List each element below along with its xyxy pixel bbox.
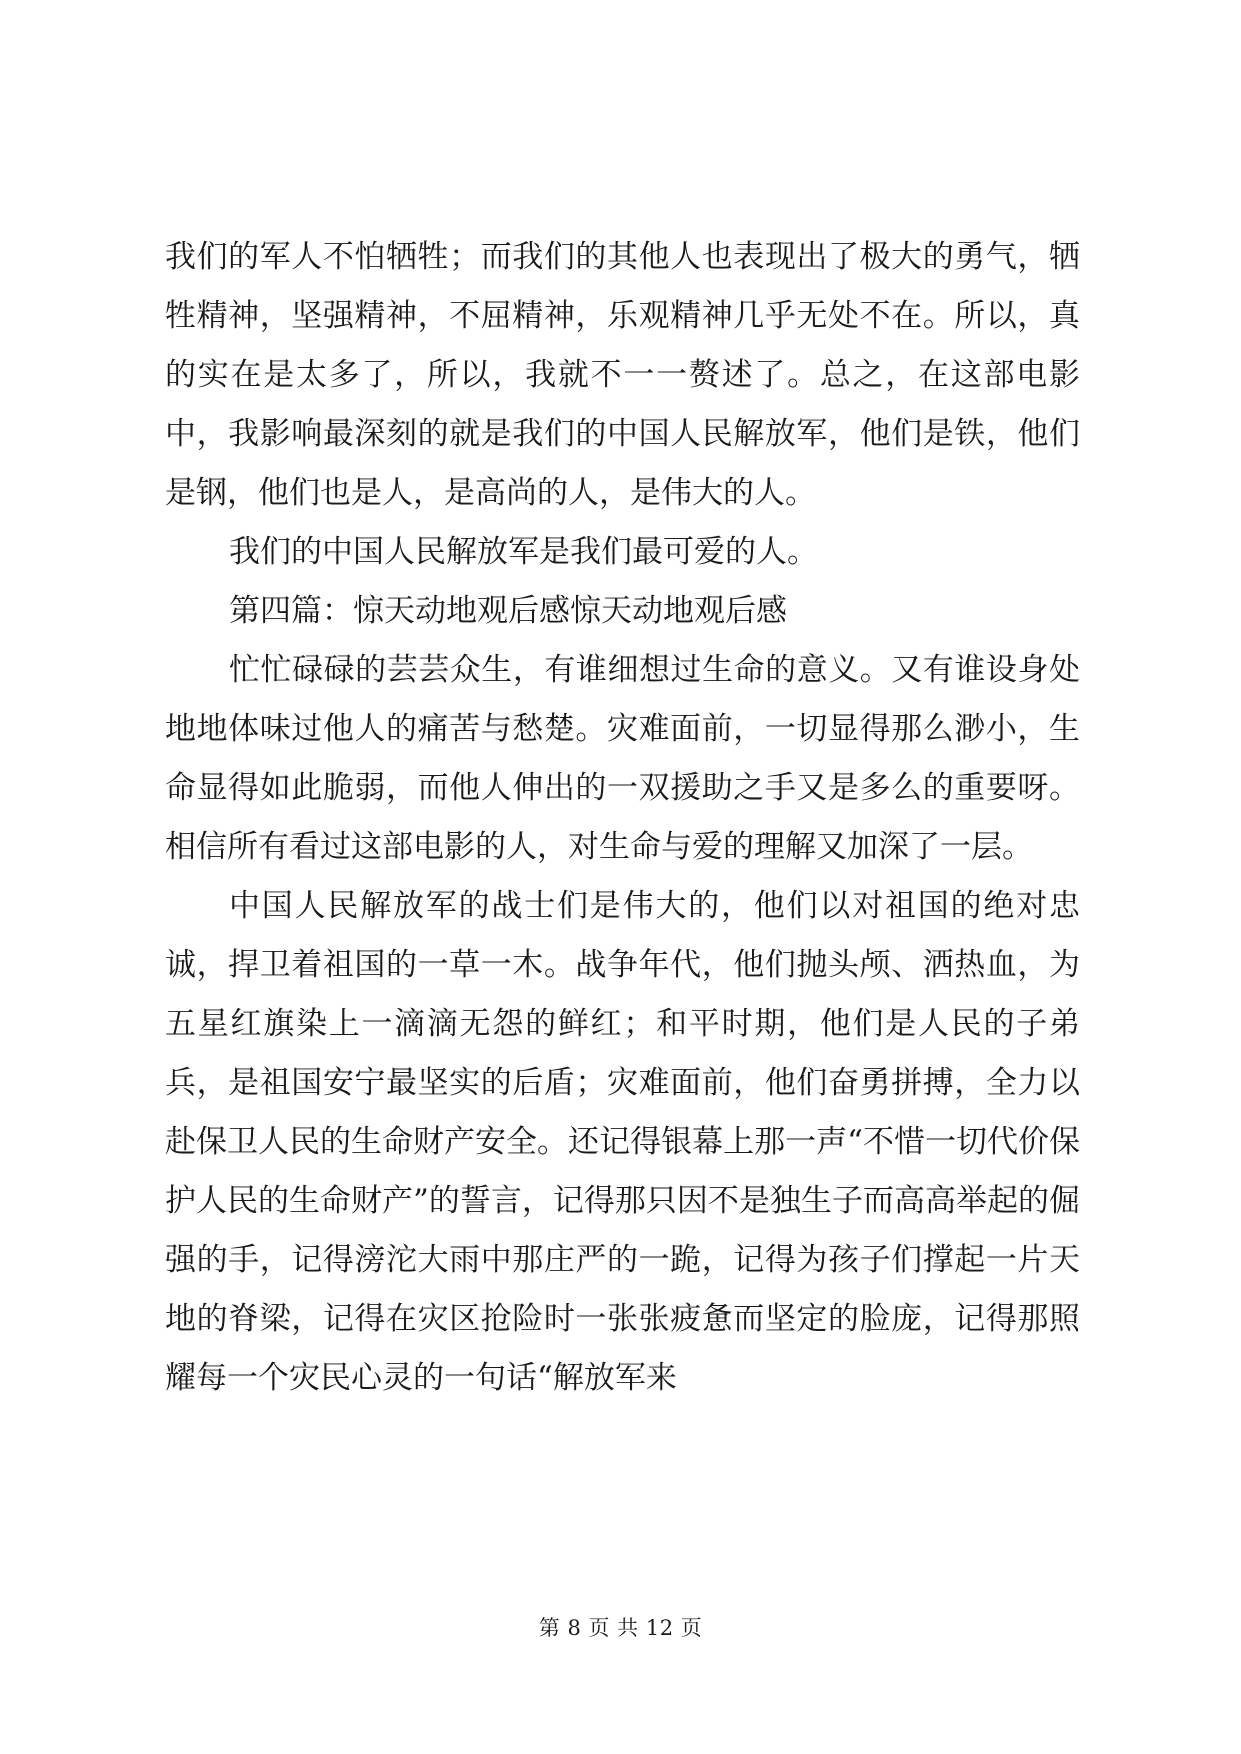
page-number-footer: 第 8 页 共 12 页 — [538, 1616, 703, 1640]
paragraph: 我们的中国人民解放军是我们最可爱的人。 — [229, 534, 818, 570]
paragraph: 忙忙碌碌的芸芸众生，有谁细想过生命的意义。又有谁设身处地地体味过他人的痛苦与愁楚。灾难面前，一切显得那么渺小，生命显得如此脆弱，而他人伸出的一双援助之手又是多么的重要呀。相信所有看过这部电影的人，对生命与爱的理解又加深了一层。 — [165, 652, 1080, 865]
section-heading: 第四篇：惊天动地观后感惊天动地观后感 — [229, 593, 787, 629]
document-body — [165, 228, 1080, 1408]
paragraph: 中国人民解放军的战士们是伟大的，他们以对祖国的绝对忠诚，捍卫着祖国的一草一木。战争年代，他们抛头颅、洒热血，为五星红旗染上一滴滴无怨的鲜红；和平时期，他们是人民的子弟兵，是祖国安宁最坚实的后盾；灾难面前，他们奋勇拼搏，全力以赴保卫人民的生命财产安全。还记得银幕上那一声“不惜一切代价保护人民的生命财产”的誓言，记得那只因不是独生子而高高举起的倔强的手，记得滂沱大雨中那庄严的一跪，记得为孩子们撑起一片天地的脊梁，记得在灾区抢险时一张张疲惫而坚定的脸庞，记得那照耀每一个灾民心灵的一句话“解放军来 — [165, 888, 1080, 1396]
paragraph-continued: 我们的军人不怕牺牲；而我们的其他人也表现出了极大的勇气，牺牲精神，坚强精神，不屈精神，乐观精神几乎无处不在。所以，真的实在是太多了，所以，我就不一一赘述了。总之，在这部电影中，我影响最深刻的就是我们的中国人民解放军，他们是铁，他们是钢，他们也是人，是高尚的人，是伟大的人。 — [165, 239, 1080, 511]
